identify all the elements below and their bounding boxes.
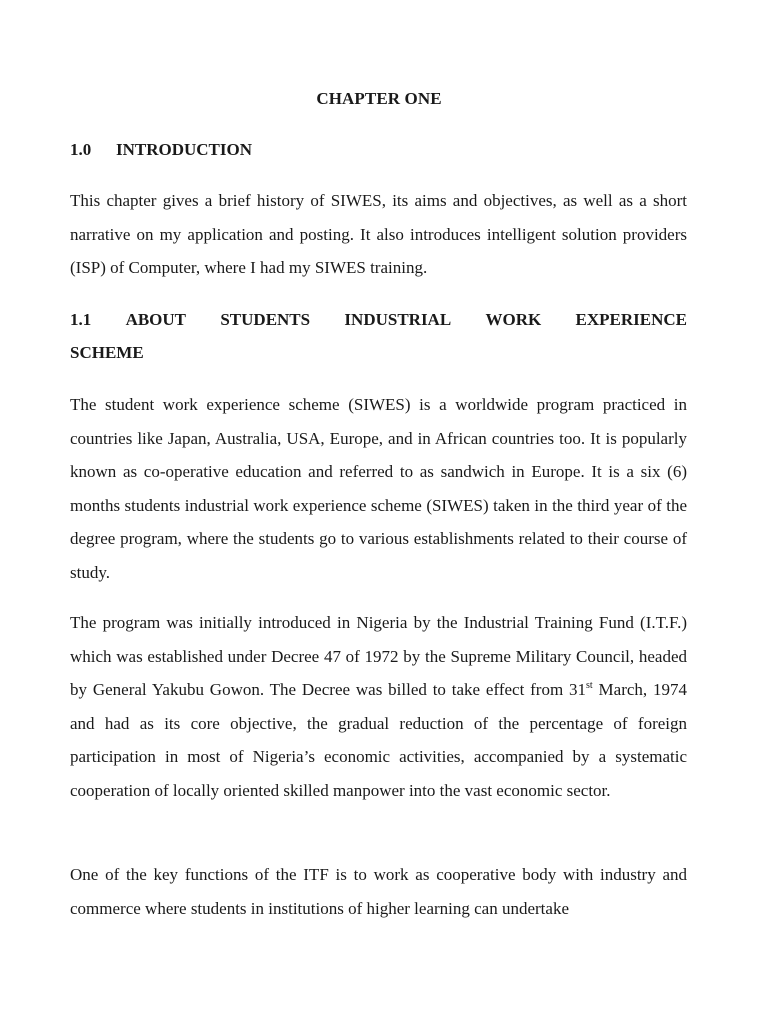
heading-word: STUDENTS — [220, 310, 311, 329]
section-number: 1.1 — [70, 310, 92, 329]
section-heading-about-siwes — [70, 303, 687, 370]
section-number: 1.0 — [70, 140, 92, 159]
chapter-title: CHAPTER ONE — [316, 89, 442, 108]
superscript: st — [586, 680, 593, 692]
paragraph-text: The program was initially introduced in Nigeria by the Industrial Training Fund (I.T.F.) which was established under Decree 47 of 1972 by the Supreme Military Council, headed by General Yakubu Gowon. The Decree was billed to take effect from 31 — [70, 613, 687, 700]
paragraph-itf-history — [70, 606, 687, 808]
section-title: INTRODUCTION — [116, 140, 253, 159]
section-heading-introduction — [70, 133, 687, 166]
heading-word: ABOUT — [125, 310, 187, 329]
heading-word: SCHEME — [70, 343, 144, 363]
paragraph-itf-functions: One of the key functions of the ITF is to work as cooperative body with industry and commerce where students in institutions of higher learning can undertake — [70, 865, 687, 918]
heading-word: INDUSTRIAL — [344, 310, 452, 329]
heading-word: WORK — [485, 310, 542, 329]
paragraph-intro: This chapter gives a brief history of SIWES, its aims and objectives, as well as a short narrative on my application and posting. It also introduces intelligent solution providers (ISP) of Computer, where I had my SIWES training. — [70, 191, 687, 278]
paragraph-text: March, 1974 and had as its core objective, the gradual reduction of the percentage of foreign participation in most of Nigeria’s economic activities, accompanied by a systematic cooperation of locally oriented skilled manpower into the vast economic sector. — [70, 680, 687, 800]
paragraph-siwes-overview: The student work experience scheme (SIWES) is a worldwide program practiced in countries like Japan, Australia, USA, Europe, and in African countries too. It is popularly known as co-operative education and referred to as sandwich in Europe. It is a six (6) months students industrial work experience scheme (SIWES) taken in the third year of the degree program, where the students go to various establishments related to their course of study. — [70, 395, 687, 582]
heading-word: EXPERIENCE — [575, 310, 687, 329]
